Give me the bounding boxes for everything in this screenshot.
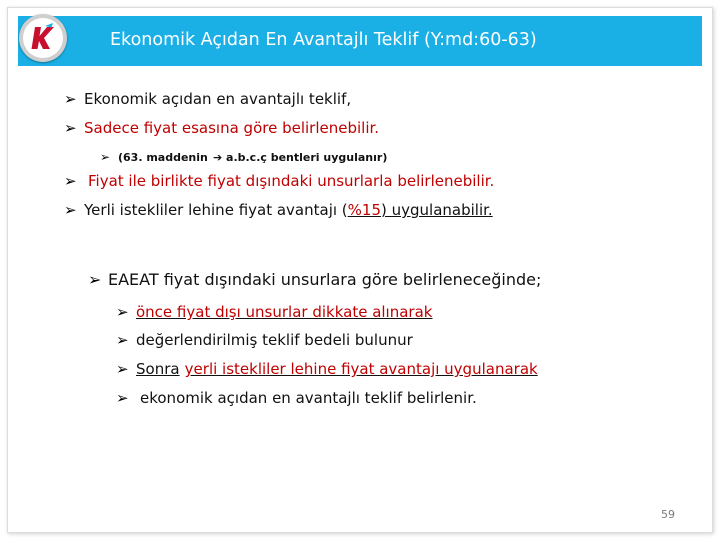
bullet-item-2 — [64, 118, 379, 137]
right-arrowhead-icon: ➢ — [88, 270, 102, 289]
right-arrowhead-icon: ➢ — [64, 119, 77, 137]
right-arrow-icon: ➔ — [212, 151, 227, 164]
logo-k-icon — [23, 18, 63, 58]
section-item-text: yerli istekliler lehine fiyat avantajı uygulanarak — [184, 360, 538, 378]
section-item-text: önce fiyat dışı unsurlar dikkate alınarak — [136, 303, 433, 321]
section-item-4 — [116, 388, 477, 407]
section-heading — [88, 270, 541, 289]
right-arrowhead-icon: ➢ — [116, 360, 129, 378]
right-arrowhead-icon: ➢ — [64, 201, 77, 219]
bullet-text: Fiyat ile birlikte fiyat dışındaki unsurlarla belirlenebilir. — [88, 172, 495, 190]
right-arrowhead-icon: ➢ — [100, 150, 111, 164]
right-arrowhead-icon: ➢ — [116, 331, 129, 349]
bullet-item-3 — [64, 171, 494, 190]
bullet-text: Sadece fiyat esasına göre belirlenebilir. — [84, 119, 380, 137]
right-arrowhead-icon: ➢ — [116, 303, 129, 321]
page-number: 59 — [661, 508, 675, 521]
bullet-text-suffix: ) uygulanabilir. — [381, 201, 493, 219]
right-arrowhead-icon: ➢ — [64, 172, 77, 190]
section-item-text: ekonomik açıdan en avantajlı teklif belirlenir. — [140, 389, 477, 407]
right-arrowhead-icon: ➢ — [64, 90, 77, 108]
right-arrowhead-icon: ➢ — [116, 389, 129, 407]
bullet-item-1 — [64, 89, 351, 108]
bullet-text-prefix: Yerli istekliler lehine fiyat avantajı ( — [84, 201, 348, 219]
slide-title: Ekonomik Açıdan En Avantajlı Teklif (Y:md:60-63) — [110, 30, 537, 50]
bullet-item-4 — [64, 200, 493, 219]
logo — [19, 14, 67, 62]
sub-bullet-text-b: a.b.c.ç bentleri uygulanır) — [226, 151, 388, 164]
logo-badge — [23, 18, 63, 58]
bullet-percent: %15 — [347, 201, 381, 219]
section-item-text: değerlendirilmiş teklif bedeli bulunur — [136, 331, 413, 349]
section-item-1 — [116, 302, 432, 321]
section-heading-text: EAEAT fiyat dışındaki unsurlara göre belirleneceğinde; — [108, 270, 542, 289]
section-item-prefix: Sonra — [136, 360, 180, 378]
sub-bullet-item — [100, 146, 387, 165]
sub-bullet-text-a: (63. maddenin — [118, 151, 208, 164]
bullet-text: Ekonomik açıdan en avantajlı teklif, — [84, 90, 352, 108]
section-item-3 — [116, 359, 538, 378]
section-item-2 — [116, 330, 413, 349]
